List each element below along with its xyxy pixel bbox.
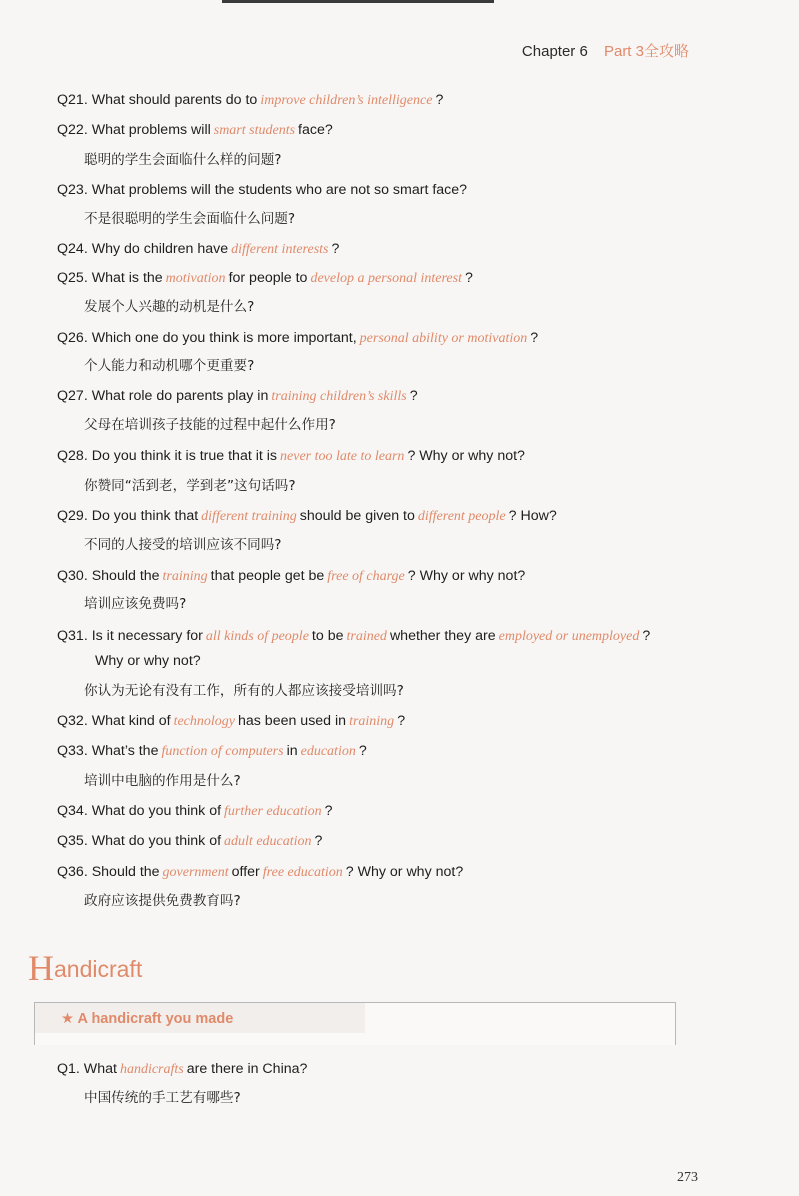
highlight-phrase: adult education — [224, 834, 312, 849]
question-q27 — [57, 387, 418, 406]
highlight-phrase: training children’s skills — [271, 389, 407, 404]
subsection-box — [34, 1002, 676, 1045]
question-text: Q30. Should the — [57, 568, 160, 584]
question-q22 — [57, 121, 333, 140]
highlight-phrase: different interests — [231, 242, 329, 257]
translation-hq1: 中国传统的手工艺有哪些? — [84, 1090, 241, 1106]
question-q33 — [57, 742, 367, 761]
highlight-phrase: smart students — [213, 123, 296, 138]
page-number: 273 — [677, 1170, 698, 1185]
question-text: Q1. What — [57, 1061, 117, 1077]
question-text: Q36. Should the — [57, 864, 160, 880]
highlight-phrase: free education — [262, 865, 343, 880]
question-text: Q26. Which one do you think is more important, — [57, 330, 357, 346]
question-text: ? — [530, 330, 539, 346]
question-q30 — [57, 567, 525, 586]
question-text: ? Why or why not? — [407, 568, 526, 584]
highlight-phrase: develop a personal interest — [310, 271, 462, 286]
question-text: ? — [331, 241, 340, 257]
question-text: ? Why or why not? — [407, 448, 525, 464]
question-text: ? — [314, 833, 323, 849]
question-text: that people get be — [210, 568, 325, 584]
highlight-phrase: trained — [346, 629, 387, 644]
question-text: ? Why or why not? — [345, 864, 464, 880]
question-text: Q24. Why do children have — [57, 241, 229, 257]
question-text: Q23. What problems will the students who are not so smart face? — [57, 182, 468, 198]
question-text: ? — [435, 92, 444, 108]
translation-q30: 培训应该免费吗? — [84, 596, 187, 612]
question-q21 — [57, 91, 443, 110]
question-text: are there in China? — [186, 1061, 308, 1077]
translation-q31: 你认为无论有没有工作，所有的人都应该接受培训吗? — [84, 683, 404, 699]
highlight-phrase: different people — [417, 509, 506, 524]
question-text: Q34. What do you think of — [57, 803, 222, 819]
question-q31 — [57, 627, 650, 646]
highlight-phrase: all kinds of people — [205, 629, 309, 644]
translation-q26: 个人能力和动机哪个更重要? — [84, 358, 255, 374]
highlight-phrase: function of computers — [161, 744, 284, 759]
question-text: Q22. What problems will — [57, 122, 211, 138]
translation-q22: 聪明的学生会面临什么样的问题? — [84, 152, 282, 168]
translation-q36: 政府应该提供免费教育吗? — [84, 893, 241, 909]
highlight-phrase: training — [349, 714, 395, 729]
section-title-handicraft — [28, 950, 142, 987]
question-text: to be — [311, 628, 344, 644]
highlight-phrase: education — [300, 744, 356, 759]
question-text: Q27. What role do parents play in — [57, 388, 269, 404]
question-q23 — [57, 181, 467, 199]
question-q26 — [57, 329, 538, 348]
subsection-label: ★ A handicraft you made — [61, 1011, 234, 1027]
translation-q33: 培训中电脑的作用是什么? — [84, 773, 241, 789]
chapter-label: Chapter 6 — [521, 43, 588, 60]
question-text: Q25. What is the — [57, 270, 163, 286]
question-q24 — [57, 240, 339, 259]
question-text: ? — [409, 388, 418, 404]
question-text: Q29. Do you think that — [57, 508, 199, 524]
question-text: for people to — [228, 270, 308, 286]
question-q35 — [57, 832, 322, 851]
question-text: ? — [397, 713, 406, 729]
highlight-phrase: personal ability or motivation — [359, 331, 528, 346]
question-text: in — [286, 743, 298, 759]
top-rule — [222, 0, 494, 3]
section-title-rest: andicraft — [54, 956, 143, 982]
question-text: offer — [231, 864, 260, 880]
translation-q27: 父母在培训孩子技能的过程中起什么作用? — [84, 417, 336, 433]
question-text: ? — [358, 743, 367, 759]
question-q29 — [57, 507, 557, 526]
question-text: whether they are — [389, 628, 496, 644]
highlight-phrase: training — [162, 569, 208, 584]
question-text: Q33. What’s the — [57, 743, 159, 759]
question-text: should be given to — [299, 508, 415, 524]
question-q34 — [57, 802, 333, 821]
question-text: Q28. Do you think it is true that it is — [57, 448, 278, 464]
highlight-phrase: never too late to learn — [280, 449, 405, 464]
question-text: Q31. Is it necessary for — [57, 628, 203, 644]
highlight-phrase: technology — [173, 714, 235, 729]
question-hq1 — [57, 1060, 307, 1079]
running-header — [522, 40, 689, 61]
highlight-phrase: handicrafts — [119, 1062, 184, 1077]
question-text: ? — [324, 803, 333, 819]
question-text: has been used in — [237, 713, 347, 729]
question-q25 — [57, 269, 473, 288]
question-continuation: Why or why not? — [95, 653, 201, 669]
highlight-phrase: further education — [224, 804, 322, 819]
highlight-phrase: improve children’s intelligence — [260, 93, 433, 108]
question-text: Q21. What should parents do to — [57, 92, 258, 108]
highlight-phrase: free of charge — [327, 569, 405, 584]
highlight-phrase: employed or unemployed — [498, 629, 640, 644]
question-text: ? How? — [508, 508, 557, 524]
highlight-phrase: motivation — [165, 271, 226, 286]
highlight-phrase: government — [162, 865, 229, 880]
question-text: ? — [464, 270, 473, 286]
question-q36 — [57, 863, 463, 882]
translation-q29: 不同的人接受的培训应该不同吗? — [84, 537, 282, 553]
section-title-initial: H — [28, 948, 54, 988]
translation-q28: 你赞同“活到老，学到老”这句话吗? — [84, 478, 296, 494]
part-label: Part 3全攻略 — [603, 43, 689, 60]
question-text: ? — [642, 628, 651, 644]
highlight-phrase: different training — [201, 509, 297, 524]
question-q28 — [57, 447, 525, 466]
question-text: Q32. What kind of — [57, 713, 171, 729]
translation-q25: 发展个人兴趣的动机是什么? — [84, 299, 255, 315]
question-q32 — [57, 712, 405, 731]
question-text: Q35. What do you think of — [57, 833, 222, 849]
translation-q23: 不是很聪明的学生会面临什么问题? — [84, 211, 296, 227]
question-text: face? — [298, 122, 333, 138]
